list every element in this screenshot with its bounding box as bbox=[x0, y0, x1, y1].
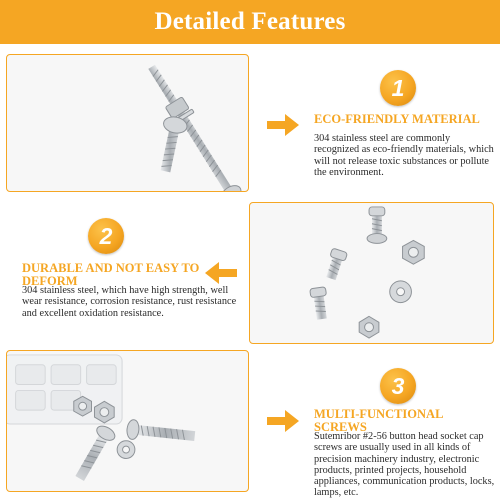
product-photo-storage-case bbox=[6, 350, 249, 492]
feature-number-badge: 1 bbox=[380, 70, 416, 106]
feature-title: MULTI-FUNCTIONAL SCREWS bbox=[314, 407, 443, 434]
feature-description: Sutemribor #2-56 button head socket cap screws are usually used in all kinds of precision machinery industry, electronic products, printed projects, household appliances, communication products, locks, lamps, etc. bbox=[314, 431, 495, 499]
left-arrow-icon bbox=[205, 262, 237, 284]
feature-number-badge: 3 bbox=[380, 368, 416, 404]
header-banner bbox=[0, 0, 500, 44]
feature-description: 304 stainless steel are commonly recognized as eco-friendly materials, which will not release toxic substances or pollute the environment. bbox=[314, 133, 494, 178]
product-photo-assembled-screw bbox=[6, 54, 249, 192]
right-arrow-icon bbox=[267, 410, 299, 432]
page-title: Detailed Features bbox=[154, 8, 346, 35]
scattered-parts-illustration bbox=[250, 203, 493, 343]
feature-title: ECO-FRIENDLY MATERIAL bbox=[314, 112, 480, 126]
feature-number-badge: 2 bbox=[88, 218, 124, 254]
product-photo-parts bbox=[249, 202, 494, 344]
right-arrow-icon bbox=[267, 114, 299, 136]
feature-description: 304 stainless steel, which have high strength, well wear resistance, corrosion resistance, rust resistance and excellent oxidation resistance. bbox=[22, 285, 237, 319]
feature-title: DURABLE AND NOT EASY TO DEFORM bbox=[22, 261, 200, 288]
assembled-screw-illustration bbox=[7, 55, 248, 191]
storage-case-illustration bbox=[7, 351, 248, 491]
